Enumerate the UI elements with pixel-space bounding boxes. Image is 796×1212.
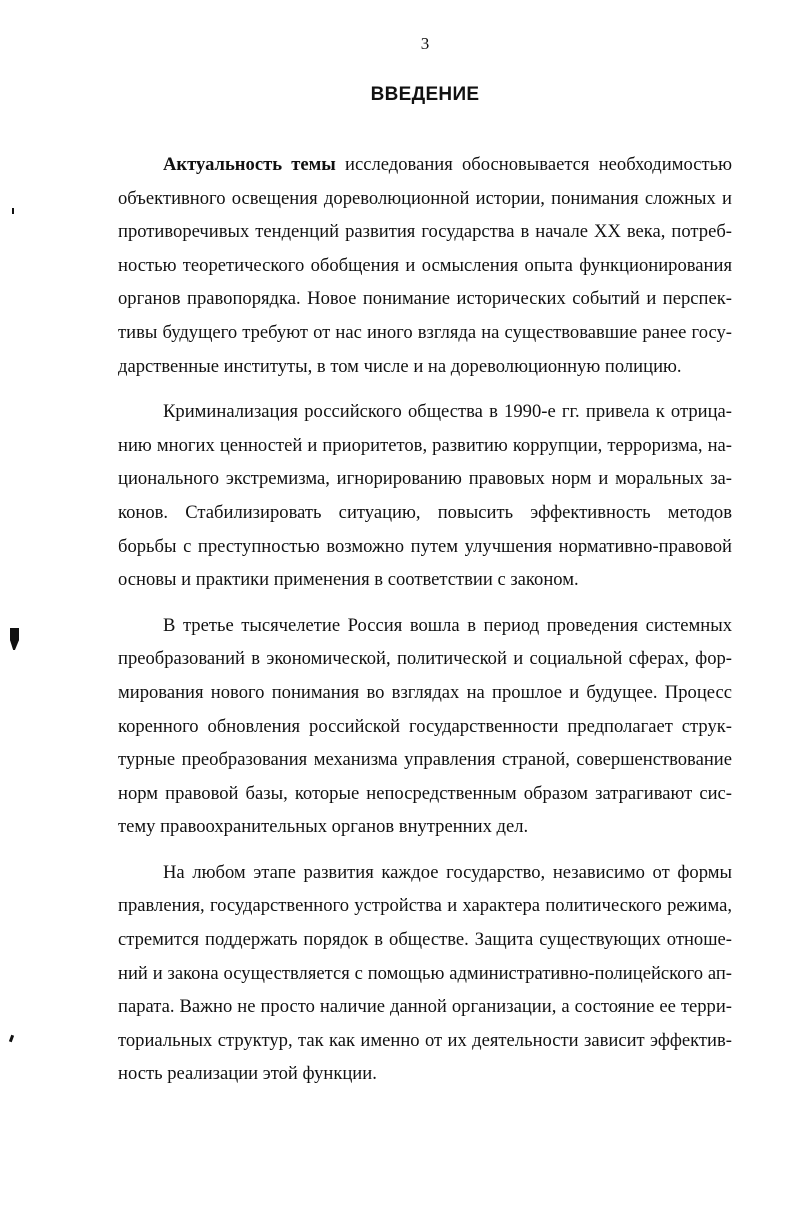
paragraph-criminalization [118, 395, 732, 597]
paragraph-text: Криминализация российского общества в 1990-е гг. привела к отрицанию многих ценностей и приоритетов, развитию коррупции, терроризма, национального экстремизма, игнорированию правовых норм и моральных законов. Стабилизировать ситуацию, повысить эффективность методов борьбы с преступностью возможно путем улучшения нормативно-правовой основы и практики применения в соответствии с законом. [118, 401, 732, 591]
paragraph-state-order [118, 856, 732, 1091]
body-text [118, 148, 732, 1103]
scan-speck [12, 208, 14, 214]
page-number: 3 [420, 34, 430, 53]
paragraph-text: На любом этапе развития каждое государство, независимо от формы правления, государственного устройства и характера политического режима, стремится поддержать порядок в обществе. Защита существующих отношений и закона осуществляется с помощью административно-полицейского аппарата. Важно не просто наличие данной организации, а состояние ее территориальных структур, так как именно от их деятельности зависит эффективность реализации этой функции. [118, 861, 732, 1085]
paragraph-relevance [118, 148, 732, 383]
scan-speck [9, 1035, 14, 1043]
page-heading: ВВЕДЕНИЕ [370, 84, 480, 105]
paragraph-text: исследования обосновывается необходимостью объективного освещения дореволюционной истории, понимания сложных и противоречивых тенденций развития государства в начале XX века, потребностью теоретического обобщения и осмысления опыта функционирования органов правопорядка. Новое понимание исторических событий и перспективы будущего требуют от нас иного взгляда на существовавшие ранее государственные институты, в том числе и на дореволюционную полицию. [118, 154, 732, 377]
scan-binding-mark [10, 628, 19, 650]
paragraph-third-millennium [118, 609, 732, 844]
paragraph-text: В третье тысячелетие Россия вошла в период проведения системных преобразований в экономической, политической и социальной сферах, формирования нового понимания во взглядах на прошлое и будущее. Процесс коренного обновления российской государственности предполагает структурные преобразования механизма управления страной, совершенствование норм правовой базы, которые непосредственным образом затрагивают систему правоохранительных органов внутренних дел. [118, 614, 732, 838]
paragraph-lead-bold: Актуальность темы [163, 154, 336, 175]
